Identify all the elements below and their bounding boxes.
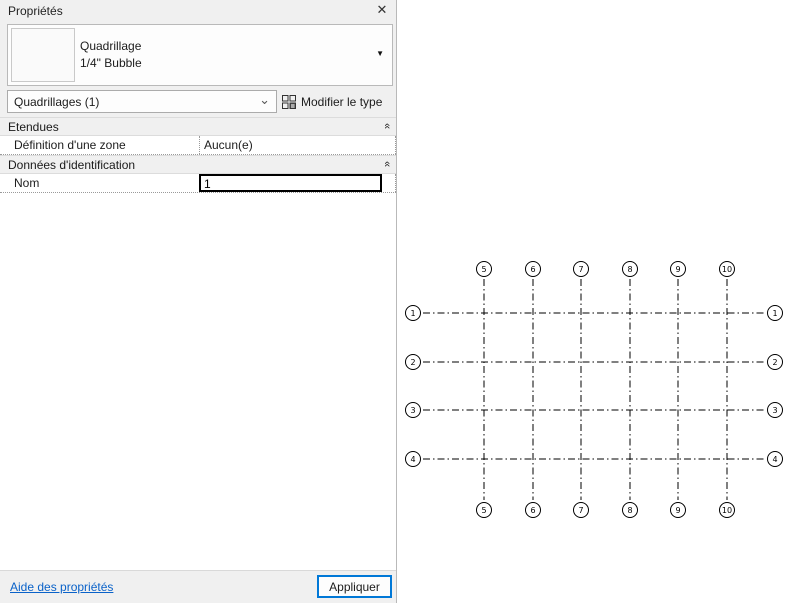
type-dropdown-arrow-icon[interactable]: ▼ bbox=[376, 49, 384, 58]
grid-bubble-label[interactable]: 3 bbox=[410, 405, 416, 415]
grid-bubble-label[interactable]: 7 bbox=[578, 264, 584, 274]
section-header-extents[interactable] bbox=[0, 117, 396, 136]
grid-bubble-label[interactable]: 10 bbox=[721, 264, 733, 274]
collapse-chevron-icon[interactable]: « bbox=[380, 160, 393, 168]
grid-bubble-label[interactable]: 1 bbox=[772, 308, 778, 318]
edit-type-icon bbox=[281, 94, 297, 110]
close-icon[interactable]: ✕ bbox=[376, 2, 388, 17]
name-input[interactable] bbox=[199, 174, 382, 192]
grid-bubble-label[interactable]: 4 bbox=[772, 454, 778, 464]
type-selector-labels bbox=[80, 38, 142, 72]
grid-bubble-label[interactable]: 10 bbox=[721, 505, 733, 515]
grid-bubble-label[interactable]: 7 bbox=[578, 505, 584, 515]
section-header-label: Etendues bbox=[8, 120, 59, 134]
type-name: 1/4" Bubble bbox=[80, 56, 142, 70]
edit-type-button[interactable] bbox=[281, 90, 394, 114]
grid-bubble-label[interactable]: 6 bbox=[530, 264, 536, 274]
grid-bubble-label[interactable]: 5 bbox=[481, 264, 487, 274]
grid-bubble-label[interactable]: 6 bbox=[530, 505, 536, 515]
property-label: Définition d'une zone bbox=[14, 138, 126, 152]
element-filter-combobox[interactable] bbox=[7, 90, 277, 113]
panel-footer bbox=[0, 570, 396, 603]
value-cell-remainder bbox=[382, 174, 396, 192]
property-label: Nom bbox=[14, 176, 40, 190]
grid-bubble-label[interactable]: 1 bbox=[410, 308, 416, 318]
panel-top-chrome bbox=[0, 0, 396, 117]
grid-bubble-label[interactable]: 3 bbox=[772, 405, 778, 415]
grid-bubble-label[interactable]: 2 bbox=[410, 357, 416, 367]
property-row-name bbox=[0, 174, 396, 193]
collapse-chevron-icon[interactable]: « bbox=[380, 122, 393, 130]
type-preview-thumbnail bbox=[11, 28, 75, 82]
structural-grid-drawing[interactable] bbox=[397, 0, 793, 604]
filter-selected-value: Quadrillages (1) bbox=[14, 95, 100, 109]
grid-bubble-label[interactable]: 2 bbox=[772, 357, 778, 367]
drawing-canvas[interactable] bbox=[397, 0, 793, 604]
section-header-label: Données d'identification bbox=[8, 158, 136, 172]
grid-bubble-label[interactable]: 9 bbox=[675, 264, 681, 274]
properties-grid bbox=[0, 117, 396, 570]
apply-button[interactable]: Appliquer bbox=[317, 575, 392, 598]
grid-bubble-label[interactable]: 8 bbox=[627, 264, 633, 274]
chevron-down-icon: ⌄ bbox=[259, 92, 270, 107]
grid-bubble-label[interactable]: 8 bbox=[627, 505, 633, 515]
edit-type-label: Modifier le type bbox=[301, 95, 383, 109]
grid-bubble-label[interactable]: 5 bbox=[481, 505, 487, 515]
property-row-scope-box bbox=[0, 136, 396, 155]
property-value-field[interactable]: Aucun(e) bbox=[199, 136, 396, 154]
grid-bubble-label[interactable]: 9 bbox=[675, 505, 681, 515]
properties-panel bbox=[0, 0, 397, 603]
properties-help-link[interactable]: Aide des propriétés bbox=[10, 580, 114, 594]
panel-title: Propriétés bbox=[8, 4, 63, 18]
section-header-identity-data[interactable] bbox=[0, 155, 396, 174]
grid-bubble-label[interactable]: 4 bbox=[410, 454, 416, 464]
type-selector[interactable] bbox=[7, 24, 393, 86]
family-name: Quadrillage bbox=[80, 39, 142, 53]
